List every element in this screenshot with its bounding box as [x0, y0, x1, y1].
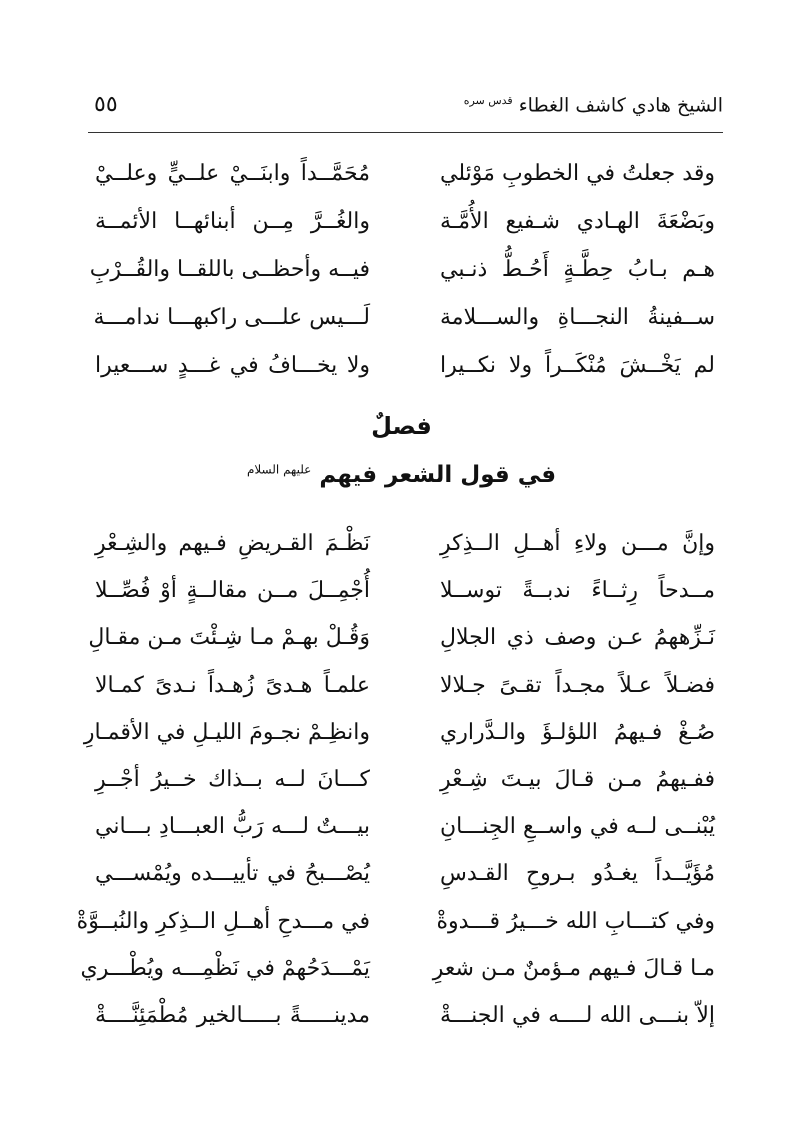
verse-second-hemistich: نَظْـمَ القـريضِ فـيهم والشِـعْرِ [95, 531, 370, 556]
verse [89, 246, 715, 294]
poem-section-1 [89, 150, 715, 390]
verse-first-hemistich: نَـزِّههمُ عـن وصف ذي الجلالِ [440, 625, 715, 651]
verse-second-hemistich: مدينـــــةً بـــــالخير مُطْمَئِنَّــــةْ [95, 1002, 370, 1028]
verse-second-hemistich: أُجْمِــلَ مــن مقالــةٍ أوْ فُصِّــلا [95, 578, 370, 604]
page-header [88, 92, 723, 133]
verse-first-hemistich: صُـغْ فـيهمُ اللؤلـؤَ والـدَّراري [440, 719, 715, 745]
verse [95, 198, 715, 246]
verse-second-hemistich: علمـاً هـدىً زُهـداً نـدىً كمـالا [95, 672, 370, 698]
verse-second-hemistich: فيــه وأحظــى باللقــا والقُــرْبِ [89, 257, 370, 282]
verse-second-hemistich: يُصْـــبحُ في تأييـــده ويُمْســـي [95, 861, 370, 887]
verse [95, 756, 715, 803]
running-title-text: الشيخ هادي كاشف الغطاء [518, 94, 723, 117]
verse [95, 567, 715, 614]
verse-second-hemistich: وَقُـلْ بهـمْ مـا شِـئْتَ مـن مقـالِ [88, 625, 370, 651]
verse [83, 709, 715, 756]
verse-second-hemistich: بيـــتٌ لـــه رَبُّ العبـــادِ بـــاني [95, 814, 370, 840]
verse-second-hemistich: يَمْـــدَحُهمْ في نَظْمِـــه ويُطْـــري [80, 955, 370, 981]
verse-second-hemistich: في مـــدحِ أهــلِ الــذِكرِ والنُبــوَّةْ [76, 908, 370, 934]
verse-first-hemistich: ســفينةُ النجـــاةِ والســـلامة [440, 305, 715, 330]
verse-first-hemistich: وقد جعلتُ في الخطوبِ مَوْئلي [440, 161, 715, 186]
verse-second-hemistich: ولا يخـــافُ في غـــدٍ ســـعيرا [95, 353, 370, 378]
verse-first-hemistich: وفي كتـــابِ الله خـــيرُ قـــدوةْ [436, 908, 715, 934]
verse-first-hemistich: فضـلاً عـلاً مجـداً تقـىً جـلالا [440, 672, 715, 698]
verse-second-hemistich: وانظِـمْ نجـومَ الليـلِ في الأقمـارِ [83, 719, 370, 745]
verse [95, 294, 715, 342]
verse-first-hemistich: مـا قـالَ فـيهم مـؤمنٌ مـن شعرِ [432, 955, 715, 981]
subheading-honorific-mark: عليهم السلام [246, 462, 312, 477]
verse-first-hemistich: هـم بـابُ حِطَّـةٍ أَحُـطُّ ذنـبي [440, 257, 715, 282]
verse-second-hemistich: مُحَمَّــداً وابنَــيْ علــيٍّ وعلــيْ [95, 161, 370, 186]
verse [95, 342, 715, 390]
verse [80, 945, 715, 992]
verse-first-hemistich: ففـيهمُ مـن قـالَ بيـتَ شِـعْرِ [440, 766, 715, 792]
honorific-mark: قدس سره [463, 94, 513, 107]
verse [95, 803, 715, 850]
verse-second-hemistich: والغُــرَّ مِــن أبنائهــا الأئمــة [95, 209, 370, 234]
verse [95, 662, 715, 709]
verse-second-hemistich: لَـــيس علـــى راكبهـــا ندامـــة [93, 305, 370, 330]
verse-first-hemistich: وإنَّ مـــن ولاءِ أهــلِ الــذِكرِ [440, 531, 715, 556]
verse-second-hemistich: كـــانَ لــه بــذاك خــيرُ أجْــرِ [95, 766, 370, 792]
verse-first-hemistich: لم يَخْــشَ مُنْكَــراً ولا نكــيرا [440, 353, 715, 378]
verse [95, 992, 715, 1039]
poem-section-2 [76, 520, 715, 1039]
running-title [464, 94, 723, 116]
verse-first-hemistich: مــدحاً رِثــاءً ندبــةً توســلا [440, 578, 715, 604]
section-heading: فصلٌ [371, 412, 432, 440]
verse [95, 520, 715, 567]
verse-first-hemistich: وبَضْعَةَ الهـادي شـفيع الأُمَّـة [440, 209, 715, 234]
section-subheading [0, 462, 803, 488]
verse [88, 614, 715, 661]
verse-first-hemistich: يُبْنــى لــه في واســعِ الجِنـــانِ [440, 814, 715, 840]
page-number: ٥٥ [94, 92, 118, 117]
verse [95, 850, 715, 897]
section-subheading-text: في قول الشعر فيهم [319, 462, 557, 488]
verse-first-hemistich: إلاّ بنـــى الله لــــه في الجنـــةْ [440, 1002, 715, 1028]
verse [76, 898, 715, 945]
verse-first-hemistich: مُؤَيَّــداً يغـدُو بـروحِ القـدسِ [440, 861, 715, 887]
verse [95, 150, 715, 198]
